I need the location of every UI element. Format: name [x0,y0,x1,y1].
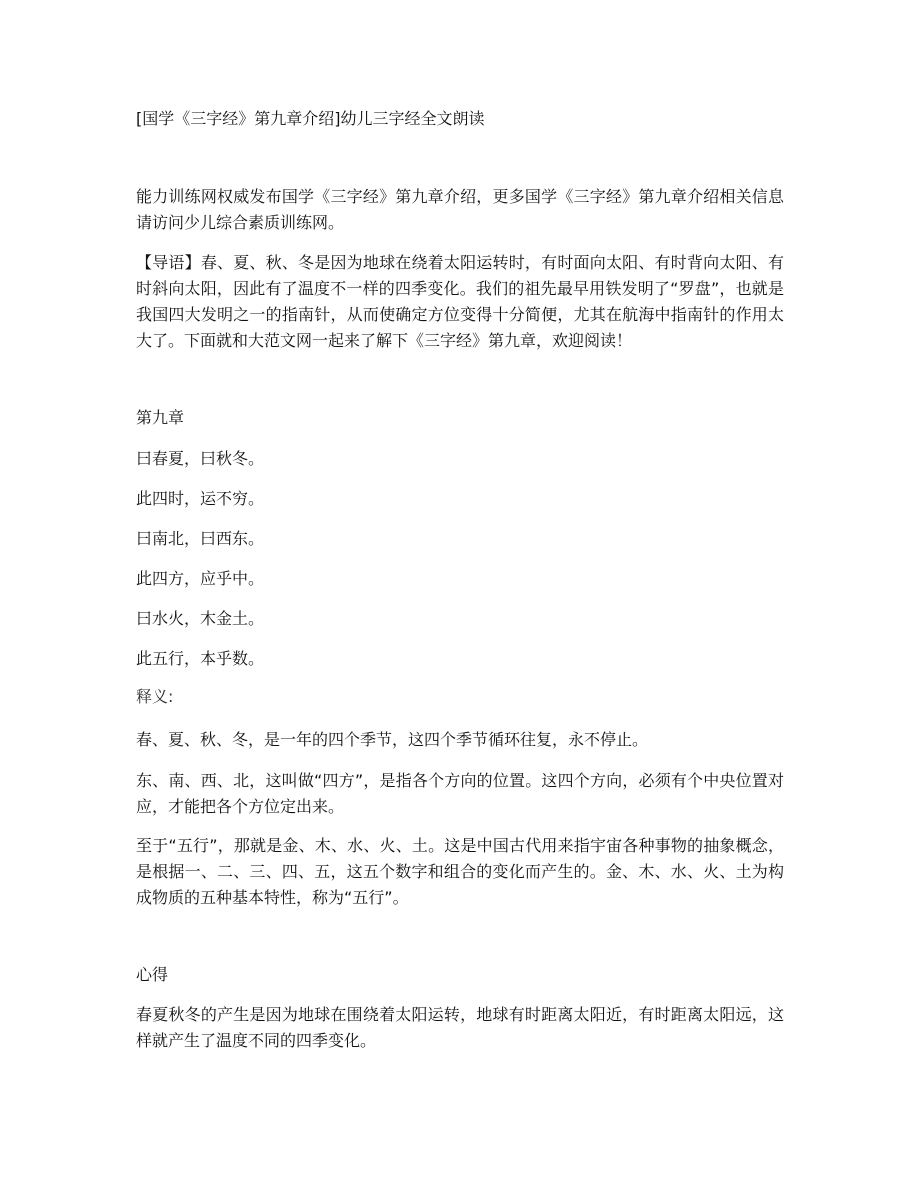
verse-line: 此五行，本乎数。 [136,649,265,668]
verse-line: 曰春夏，曰秋冬。 [136,449,265,468]
verse-line: 曰水火，木金土。 [136,609,265,628]
explanation-paragraph: 东、南、西、北，这叫做“四方”，是指各个方向的位置。这四个方向，必须有个中央位置对应，才能把各个方位定出来。 [136,771,784,816]
explanation-heading: 释义: [136,687,174,706]
verse-line: 此四方，应乎中。 [136,569,265,588]
document-title: [国学《三字经》第九章介绍]幼儿三字经全文朗读 [136,109,485,128]
verse-line: 曰南北，曰西东。 [136,529,265,548]
explanation-paragraph: 春、夏、秋、冬，是一年的四个季节，这四个季节循环往复，永不停止。 [136,730,649,749]
verse-line: 此四时，运不穷。 [136,489,265,508]
insight-paragraph: 春夏秋冬的产生是因为地球在围绕着太阳运转，地球有时距离太阳近，有时距离太阳远，这样就产生了温度不同的四季变化。 [136,1005,784,1050]
insight-heading: 心得 [136,965,169,984]
chapter-heading: 第九章 [136,408,185,427]
explanation-paragraph: 至于“五行”，那就是金、木、水、火、土。这是中国古代用来指宇宙各种事物的抽象概念，是根据一、二、三、四、五，这五个数字和组合的变化而产生的。金、木、水、火、土为构成物质的五种基本特性，称为“五行”。 [136,836,784,907]
intro-paragraph: 能力训练网权威发布国学《三字经》第九章介绍，更多国学《三字经》第九章介绍相关信息请访问少儿综合素质训练网。 [136,187,784,232]
guide-paragraph: 【导语】春、夏、秋、冬是因为地球在绕着太阳运转时，有时面向太阳、有时背向太阳、有时斜向太阳，因此有了温度不一样的四季变化。我们的祖先最早用铁发明了“罗盘”，也就是我国四大发明之一的指南针，从而使确定方位变得十分简便，尤其在航海中指南针的作用太大了。下面就和大范文网一起来了解下《三字经》第九章，欢迎阅读！ [136,253,784,350]
